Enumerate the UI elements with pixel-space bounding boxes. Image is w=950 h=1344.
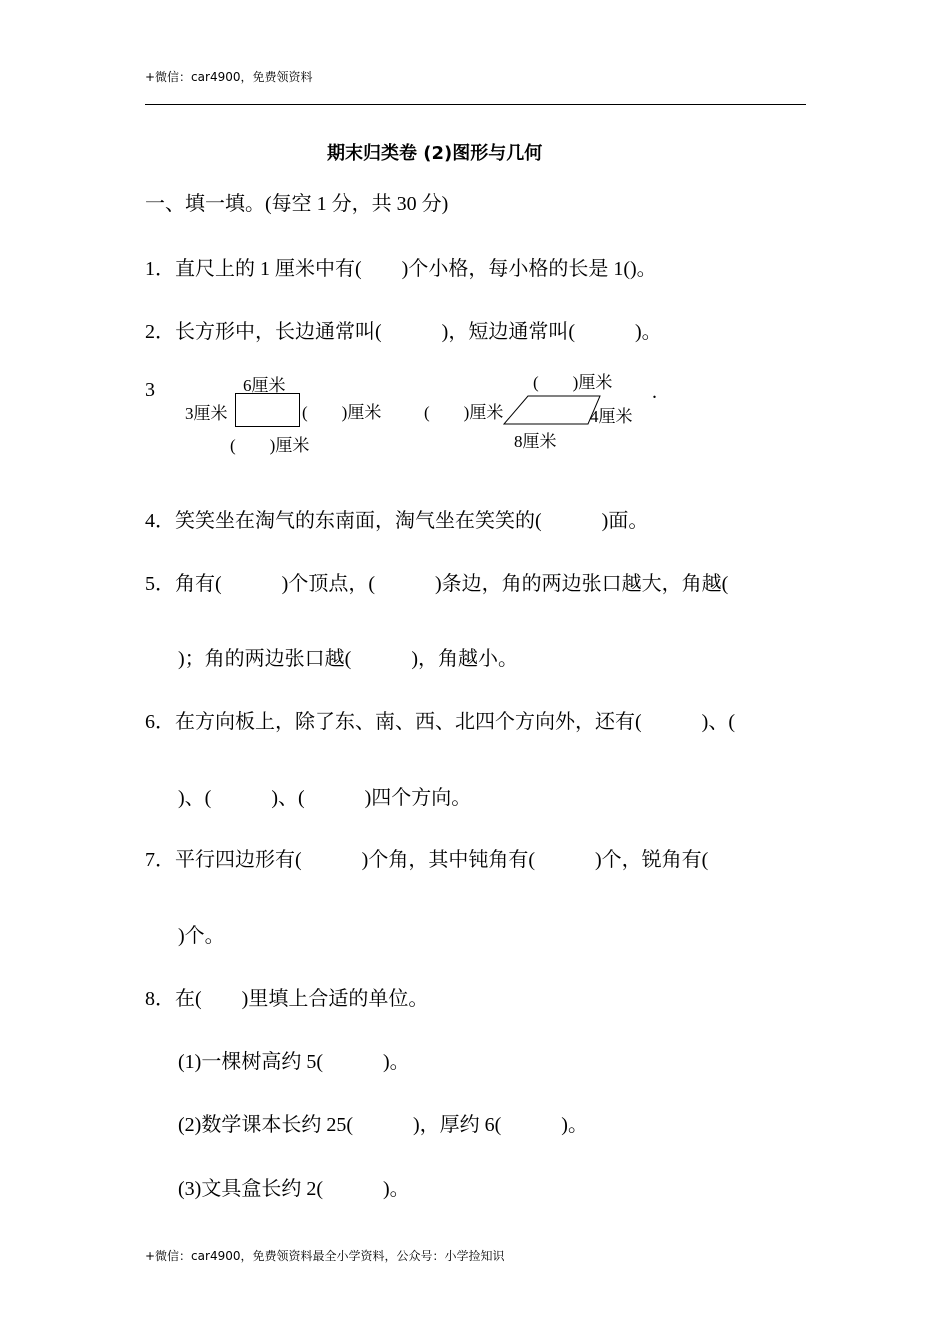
rect-top-label: 6厘米 — [243, 376, 286, 395]
question-7-line-1: 7．平行四边形有( )个角，其中钝角有( )个，锐角有( — [145, 849, 709, 871]
para-left-label: ( )厘米 — [424, 403, 504, 422]
question-8-item-2: (2)数学课本长约 25( )，厚约 6( )。 — [178, 1114, 588, 1136]
question-5-line-2: )；角的两边张口越( )，角越小。 — [178, 648, 518, 670]
para-right-label: 4厘米 — [590, 407, 633, 426]
question-8-item-1: (1)一棵树高约 5( )。 — [178, 1051, 410, 1073]
rect-right-label: ( )厘米 — [302, 403, 382, 422]
question-7-line-2: )个。 — [178, 925, 225, 947]
rect-left-label: 3厘米 — [185, 404, 228, 423]
page-title: 期末归类卷 (2)图形与几何 — [327, 143, 543, 164]
rectangle-shape — [235, 393, 300, 427]
question-6-line-1: 6．在方向板上，除了东、南、西、北四个方向外，还有( )、( — [145, 711, 735, 733]
section-heading: 一、填一填。(每空 1 分，共 30 分) — [145, 193, 449, 215]
question-3-end-mark: . — [652, 381, 657, 403]
question-4: 4．笑笑坐在淘气的东南面，淘气坐在笑笑的( )面。 — [145, 510, 649, 532]
question-8-item-3: (3)文具盒长约 2( )。 — [178, 1178, 410, 1200]
question-1: 1．直尺上的 1 厘米中有( )个小格，每小格的长是 1()。 — [145, 258, 657, 280]
question-6-line-2: )、( )、( )四个方向。 — [178, 787, 472, 809]
question-2: 2．长方形中，长边通常叫( )，短边通常叫( )。 — [145, 321, 662, 343]
para-top-label: ( )厘米 — [533, 373, 613, 392]
page-footer: +微信：car4900，免费领资料最全小学资料，公众号：小学捡知识 — [145, 1249, 505, 1263]
question-3-number: 3 — [145, 379, 155, 401]
page-header: +微信：car4900，免费领资料 — [145, 70, 313, 84]
para-bottom-label: 8厘米 — [514, 432, 557, 451]
rect-bottom-label: ( )厘米 — [230, 436, 310, 455]
question-5-line-1: 5．角有( )个顶点，( )条边，角的两边张口越大，角越( — [145, 573, 729, 595]
question-8: 8．在( )里填上合适的单位。 — [145, 988, 429, 1010]
header-divider — [145, 104, 806, 105]
